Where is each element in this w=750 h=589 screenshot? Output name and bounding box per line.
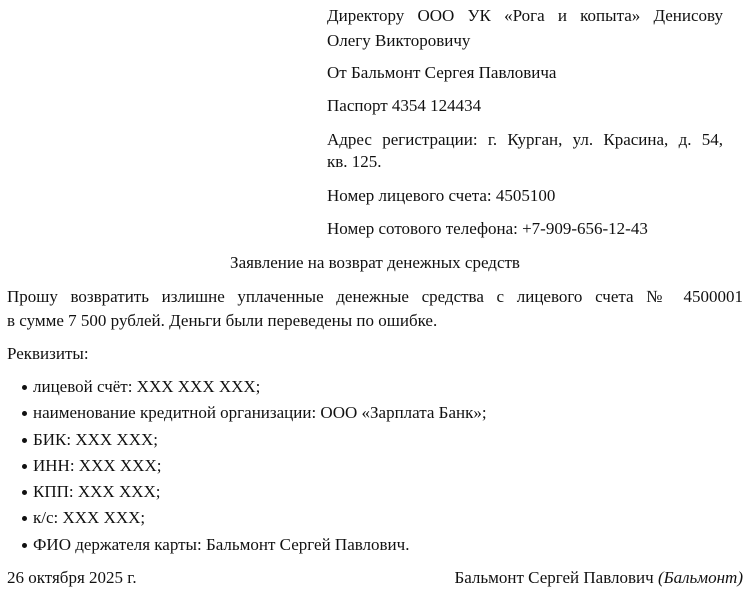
passport: Паспорт 4354 124434 bbox=[327, 96, 482, 115]
sender-name: От Бальмонт Сергея Павловича bbox=[327, 63, 557, 82]
list-item bbox=[22, 402, 487, 424]
address-line: Адрес регистрации: г. Курган, ул. Красина, д. 54, bbox=[327, 130, 723, 149]
list-item-text: БИК: ХХХ ХХХ; bbox=[33, 430, 158, 449]
list-item bbox=[22, 481, 161, 503]
list-item bbox=[22, 376, 260, 398]
document-title: Заявление на возврат денежных средств bbox=[230, 253, 520, 272]
signer-name: Бальмонт Сергей Павлович bbox=[454, 568, 654, 587]
bullet-icon bbox=[22, 385, 27, 390]
account-number: Номер лицевого счета: 4505100 bbox=[327, 186, 556, 205]
list-item bbox=[22, 455, 161, 477]
date: 26 октября 2025 г. bbox=[7, 568, 137, 587]
list-item-text: лицевой счёт: ХХХ ХХХ ХХХ; bbox=[33, 377, 261, 396]
list-item-text: к/с: ХХХ ХХХ; bbox=[33, 508, 146, 527]
list-item-text: ИНН: ХХХ ХХХ; bbox=[33, 456, 162, 475]
list-item bbox=[22, 534, 409, 556]
bullet-icon bbox=[22, 464, 27, 469]
phone-number: Номер сотового телефона: +7-909-656-12-43 bbox=[327, 219, 648, 238]
bullet-icon bbox=[22, 516, 27, 521]
details-label: Реквизиты: bbox=[7, 344, 89, 363]
list-item bbox=[22, 429, 158, 451]
bullet-icon bbox=[22, 438, 27, 443]
body-line: в сумме 7 500 рублей. Деньги были переведены по ошибке. bbox=[7, 311, 438, 330]
signature: (Бальмонт) bbox=[657, 568, 743, 587]
body-line: Прошу возвратить излишне уплаченные денежные средства с лицевого счета № 4500001 bbox=[7, 287, 743, 306]
bullet-icon bbox=[22, 411, 27, 416]
bullet-icon bbox=[22, 490, 27, 495]
list-item bbox=[22, 507, 145, 529]
bullet-icon bbox=[22, 543, 27, 548]
signature-line bbox=[454, 567, 743, 589]
addressee-line: Олегу Викторовичу bbox=[327, 31, 471, 50]
list-item-text: ФИО держателя карты: Бальмонт Сергей Павлович. bbox=[33, 535, 410, 554]
list-item-text: КПП: ХХХ ХХХ; bbox=[33, 482, 161, 501]
address-line: кв. 125. bbox=[327, 152, 382, 171]
list-item-text: наименование кредитной организации: ООО «Зарплата Банк»; bbox=[33, 403, 487, 422]
addressee-line: Директору ООО УК «Рога и копыта» Денисову bbox=[327, 6, 723, 25]
